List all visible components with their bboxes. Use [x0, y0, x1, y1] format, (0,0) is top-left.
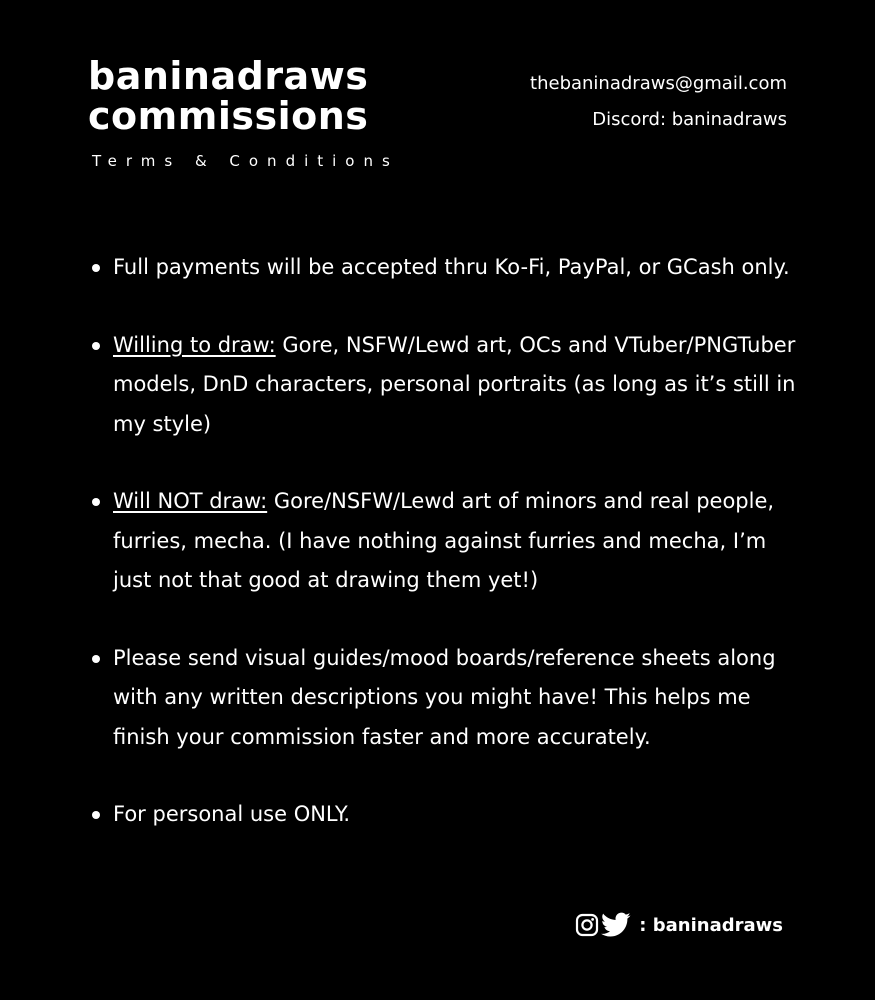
- terms-list: [88, 248, 798, 873]
- term-lead: Willing to draw:: [113, 332, 276, 357]
- term-text: Please send visual guides/mood boards/reference sheets along with any written descriptions you might have! This helps me finish your commission faster and more accurately.: [113, 645, 776, 749]
- brand-title: commissions: [88, 94, 369, 138]
- bullet-icon: [92, 655, 100, 663]
- social-handle: : baninadraws: [639, 914, 783, 936]
- term-text: Full payments will be accepted thru Ko-Fi, PayPal, or GCash only.: [113, 255, 790, 279]
- bullet-icon: [92, 498, 100, 506]
- page-subtitle: Terms & Conditions: [92, 152, 399, 170]
- term-item-will-not: [88, 482, 798, 601]
- term-item-references: [88, 639, 798, 758]
- term-item-personal-use: [88, 795, 798, 835]
- bullet-icon: [92, 342, 100, 350]
- instagram-icon[interactable]: [575, 913, 599, 937]
- term-text: For personal use ONLY.: [113, 802, 351, 826]
- bullet-icon: [92, 264, 100, 272]
- term-text: Gore/NSFW/Lewd art of minors and real people, furries, mecha. (I have nothing against furries and mecha, I’m just not that good at drawing them yet!): [113, 489, 775, 592]
- term-item-willing: [88, 326, 798, 445]
- contact-info: [530, 66, 787, 138]
- term-item-payments: [88, 248, 798, 288]
- discord-text: Discord: baninadraws: [592, 109, 787, 130]
- social-footer: [575, 912, 783, 938]
- email-text: thebaninadraws@gmail.com: [530, 73, 787, 94]
- brand-name: baninadraws: [88, 54, 369, 98]
- twitter-icon[interactable]: [601, 912, 631, 938]
- brand-header: [88, 56, 399, 170]
- term-lead: Will NOT draw:: [113, 489, 268, 513]
- bullet-icon: [92, 811, 100, 819]
- term-text: Gore, NSFW/Lewd art, OCs and VTuber/PNGTuber models, DnD characters, personal portraits (as long as it’s still in my style): [113, 332, 796, 436]
